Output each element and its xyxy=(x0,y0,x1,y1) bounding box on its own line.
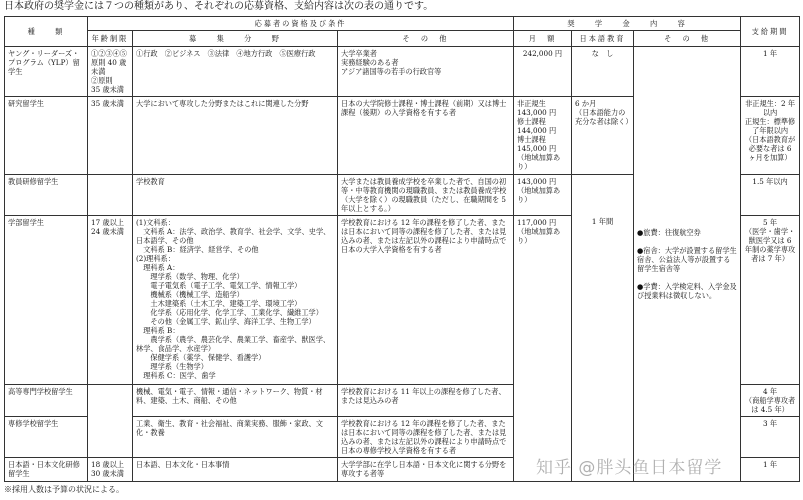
row-age: 35 歳未満 xyxy=(88,97,133,174)
header-field: 募 集 分 野 xyxy=(133,31,338,47)
row-type: 学部留学生 xyxy=(5,215,88,384)
row-other: 日本の大学院修士課程・博士課程（前期）又は博士課程（後期）の入学資格を有する者 xyxy=(338,97,514,174)
row-monthly: 非正規生 143,000 円 修士課程 144,000 円 博士課程 145,000 円 （地域加算あり） xyxy=(514,97,572,174)
row-type: 専修学校留学生 xyxy=(5,416,88,457)
header-other: そ の 他 xyxy=(338,31,514,47)
scholarship-table xyxy=(4,16,800,482)
header-eligibility: 応募者の資格及び条件 xyxy=(88,17,514,31)
row-jp-edu: な し xyxy=(572,47,634,97)
header-content: 奨 学 金 内 容 xyxy=(514,17,741,31)
row-other: 大学学部に在学し日本語・日本文化に関する分野を専攻する者等 xyxy=(338,457,514,481)
row-field: ①行政 ②ビジネス ③法律 ④地方行政 ⑤医療行政 xyxy=(133,47,338,97)
row-field: 大学において専攻した分野またはこれに関連した分野 xyxy=(133,97,338,174)
row-field: (1)文科系： 文科系 A：法学、政治学、教育学、社会学、文学、史学、日本語学、その他 文科系 B：経済学、経営学、その他 (2)理科系： 理科系 A： 理学系（数学、物理、化学） 電子電気系（電子工学、電気工学、情報工学） 機械系（機械工学、造船学） 土木建築系（土木工学、建築工学、環境工学） 化学系（応用化学、化学工学、工業化学、繊維工学） その他（金属工学、鉱山学、海洋工学、生物工学） 理科系 B： 農学系（農学、農芸化学、農業工学、畜産学、獣医学、林学、食品学、水産学） 保健学系（薬学、保健学、看護学） 理学系（生物学） 理科系 C：医学、歯学 xyxy=(133,215,338,384)
row-jp-edu: 1 年間 xyxy=(591,216,614,226)
row-period: 5 年 （医学・歯学・獣医学又は 6 年制の薬学専攻者は 7 年） xyxy=(741,215,800,384)
row-type: 教員研修留学生 xyxy=(5,174,88,215)
row-field: 学校教育 xyxy=(133,174,338,215)
row-jp-edu: 6 か月 （日本語能力の充分な者は除く） xyxy=(572,97,634,174)
header-age: 年齢制限 xyxy=(88,31,133,47)
watermark-text: 知乎 @胖头鱼日本留学 xyxy=(536,458,723,478)
row-period: 4 年 （商船学専攻者は 4.5 年） xyxy=(741,384,800,416)
table-row xyxy=(5,47,800,97)
row-period: 1 年 xyxy=(741,457,800,481)
row-period: 3 年 xyxy=(741,416,800,457)
row-period: 1.5 年以内 xyxy=(741,174,800,215)
row-age xyxy=(88,174,133,215)
other-benefits: ●旅費：往復航空券 ●宿舎：大学が設置する留学生宿舎、公益法人等が設置する留学生宿舎等 ●学費：入学検定料、入学金及び授業料は徴収しない。 xyxy=(634,47,741,482)
header-type: 種 類 xyxy=(5,17,88,47)
row-other: 学校教育における 11 年以上の課程を修了した者、または見込みの者 xyxy=(338,384,514,416)
row-other: 学校教育における 12 年の課程を修了した者、または日本において同等の課程を修了した者、または見込みの者、または左記以外の課程により申請時点で日本の専修学校入学資格を有する者 xyxy=(338,416,514,457)
row-period: 非正規生：2 年以内 正規生：標準修了年限以内 （日本語教育が必要な者は 6 ヶ月を加算） xyxy=(741,97,800,174)
row-monthly: 143,000 円 （地域加算あり） xyxy=(514,174,572,215)
intro-text: 日本政府の奨学金には７つの種類があり、それぞれの応募資格、支給内容は次の表の通りです。 xyxy=(4,1,434,12)
row-period: 1 年 xyxy=(741,47,800,97)
header-jp-edu: 日本語教育 xyxy=(572,31,634,47)
row-type: 日本語・日本文化研修留学生 xyxy=(5,457,88,481)
row-field: 工業、衛生、教育・社会福祉、商業実務、服飾・家政、文化・教養 xyxy=(133,416,338,457)
row-monthly: 242,000 円 xyxy=(514,47,572,97)
row-type: ヤング・リーダーズ・プログラム（YLP）留学生 xyxy=(5,47,88,97)
row-type: 高等専門学校留学生 xyxy=(5,384,88,416)
row-type: 研究留学生 xyxy=(5,97,88,174)
row-age: ①②③④⑤原則 40 歳未満 ②原則 35 歳未満 xyxy=(88,47,133,97)
row-monthly: 117,000 円 （地域加算あり） xyxy=(514,215,572,481)
row-field: 機械、電気・電子、情報・通信・ネットワーク、物質・材料、建築、土木、商船、その他 xyxy=(133,384,338,416)
row-age xyxy=(88,384,133,457)
header-monthly: 月 額 xyxy=(514,31,572,47)
header-period: 支給期間 xyxy=(741,17,800,47)
row-field: 日本語、日本文化・日本事情 xyxy=(133,457,338,481)
row-other: 大学卒業者 実務経験のある者 アジア諸国等の若手の行政官等 xyxy=(338,47,514,97)
row-jp-edu-cont xyxy=(572,174,634,481)
row-age: 18 歳以上 30 歳未満 xyxy=(88,457,133,481)
row-other: 大学または教員養成学校を卒業した者で、自国の初等・中等教育機関の現職教員、または教員養成学校（大学を除く）の現職教員（ただし、在職期間を 5 年以上とする。） xyxy=(338,174,514,215)
row-age: 17 歳以上 24 歳未満 xyxy=(88,215,133,384)
footnote: ※採用人数は予算の状況による。 xyxy=(4,485,124,494)
row-other: 学校教育における 12 年の課程を修了した者、または日本において同等の課程を修了した者、または見込みの者、または左記以外の課程により申請時点で日本の大学入学資格を有する者 xyxy=(338,215,514,384)
header-other2: そ の 他 xyxy=(634,31,741,47)
